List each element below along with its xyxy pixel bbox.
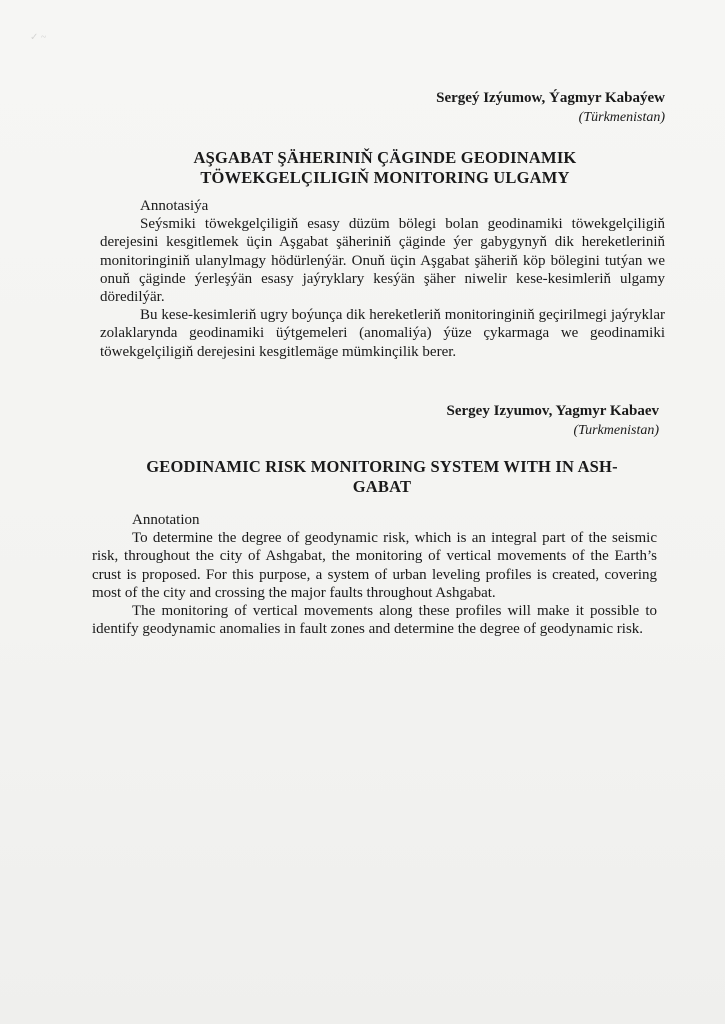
scan-artifact: ✓ ~ [30,32,47,43]
english-authors: Sergey Izyumov, Yagmyr Kabaev [446,403,659,419]
turkmen-title [100,148,670,188]
turkmen-paragraph-2: Bu kese-kesimleriň ugry boýunça dik hereketleriň monitoringiniň geçirilmegi jaýryklar zolaklarynda geodinamiki üýtgemeleri (anomaliýa) ýüze çykarmaga we geodinamiki töwekgelçiligiň derejesini kesgitlemäge mümkinçilik berer. [100,307,665,360]
english-country: (Turkmenistan) [573,423,659,438]
english-annotation [92,511,657,638]
turkmen-country: (Türkmenistan) [578,110,665,125]
turkmen-annotation-label: Annotasiýa [140,198,209,214]
english-paragraph-1: To determine the degree of geodynamic risk, which is an integral part of the seismic risk, throughout the city of Ashgabat, the monitoring of vertical movements of the Earth’s crust is proposed. For this purpose, a system of urban leveling profiles is created, covering most of the city and crossing the major faults throughout Ashgabat. [92,530,657,601]
english-title-line1: GEODINAMIC RISK MONITORING SYSTEM WITH IN ASH- [146,457,618,476]
english-annotation-label: Annotation [132,512,200,528]
turkmen-paragraph-1: Seýsmiki töwekgelçiligiň esasy düzüm bölegi bolan geodinamiki töwekgelçiligiň derejesini kesgitlemek üçin Aşgabat şäheriniň çäginde ýer gabygynyň dik hereketleriniň monitoringiniň ulanylmagy hödürlenýär. Onuň üçin Aşgabat şäheriň köp bölegini tutýan we onuň çäginde ýerleşýän esasy jaýryklary kesýän şäher niwelir kese-kesimleriň ulgamy döredilýär. [100,216,665,306]
turkmen-authors-block [436,89,665,127]
english-paragraph-2: The monitoring of vertical movements along these profiles will make it possible to identify geodynamic anomalies in fault zones and determine the degree of geodynamic risk. [92,603,657,638]
english-authors-block [447,402,659,440]
turkmen-title-line1: AŞGABAT ŞÄHERINIŇ ÇÄGINDE GEODINAMIK [193,148,577,167]
english-title [92,457,672,497]
turkmen-authors: Sergeý Izýumow, Ýagmyr Kabaýew [436,90,665,106]
turkmen-title-line2: TÖWEKGELÇILIGIŇ MONITORING ULGAMY [200,168,570,187]
english-title-line2: GABAT [352,477,412,496]
turkmen-annotation [100,197,665,361]
